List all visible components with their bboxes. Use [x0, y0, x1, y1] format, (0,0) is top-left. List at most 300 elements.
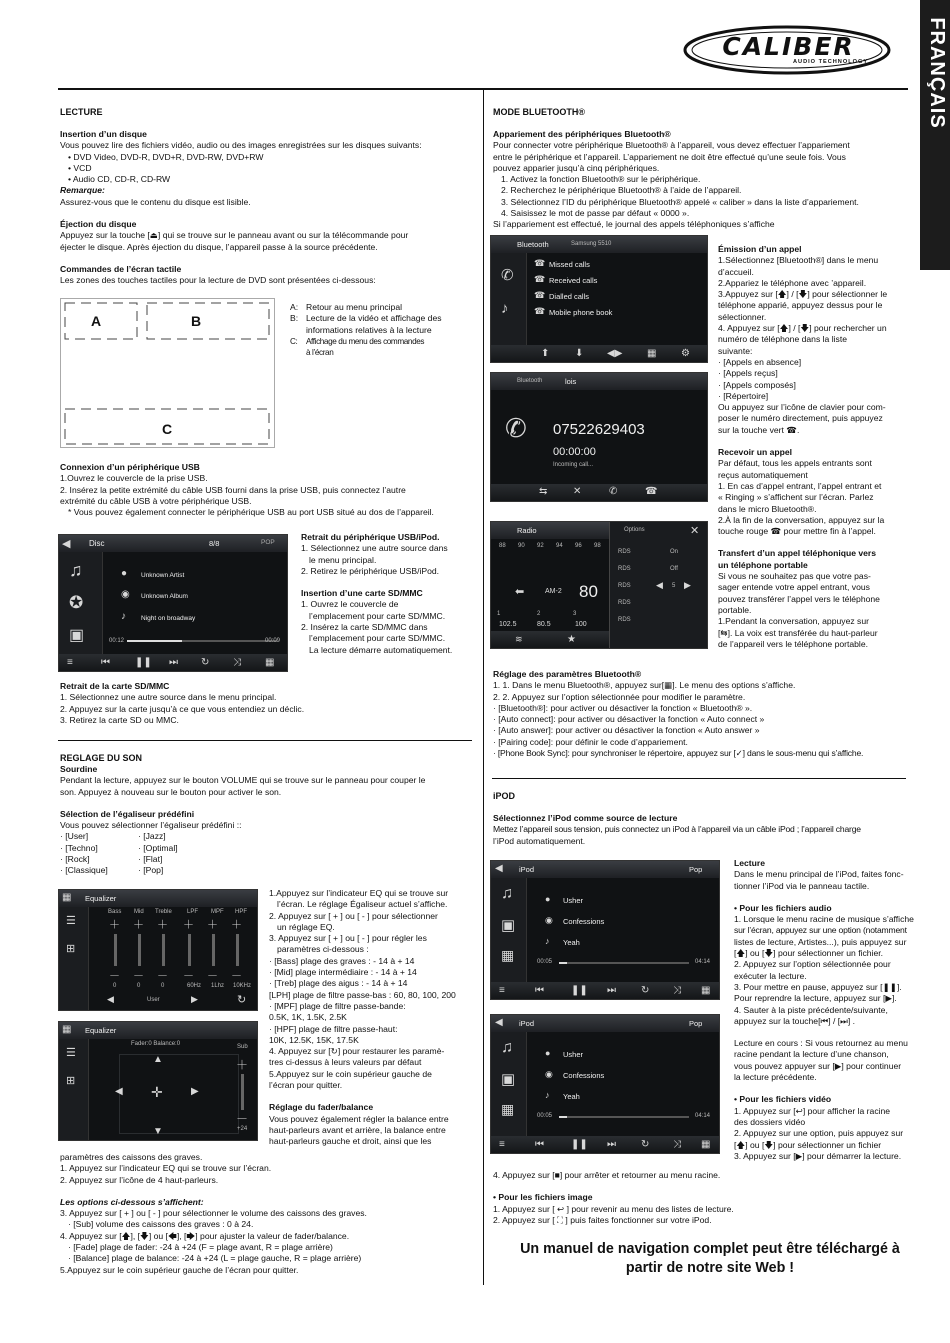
- disc-time-end: 00:09: [265, 638, 281, 644]
- artist-icon: ●: [121, 568, 128, 579]
- brand-logo-subtext: AUDIO TECHNOLOGY: [793, 59, 869, 65]
- left-section-rule: [58, 740, 472, 741]
- eq-presets: [60, 831, 475, 876]
- eq-value: 0: [137, 983, 141, 989]
- download-notice: [490, 1240, 930, 1278]
- down-arrow-icon[interactable]: ⬇: [575, 348, 584, 359]
- zone-b-label: B: [191, 313, 202, 329]
- audio-line: [🡅] ou [🡇] pour sélectionner un fichier.: [734, 948, 884, 959]
- ipod-item[interactable]: Yeah: [563, 938, 580, 947]
- ipod-screen-title: iPod: [519, 865, 535, 874]
- menu-grid-icon[interactable]: ▦: [701, 985, 711, 996]
- recv-title: Recevoir un appel: [718, 447, 793, 458]
- bt-bottom-bar: [491, 345, 707, 362]
- list-icon[interactable]: ≡: [499, 985, 505, 996]
- eq-band: HPF: [235, 909, 247, 915]
- preset-prev-icon[interactable]: ◀: [107, 994, 114, 1004]
- eq-slider[interactable]: [236, 934, 239, 966]
- eq-value: 0: [161, 983, 165, 989]
- eq-minus-icon[interactable]: －: [183, 970, 194, 982]
- disc-title: Disc: [89, 539, 105, 548]
- bt-menu-item[interactable]: Mobile phone book: [549, 308, 613, 317]
- eq-slider[interactable]: [114, 934, 117, 966]
- recv-line: dans le micro Bluetooth®.: [718, 503, 817, 514]
- eq-step: 0.5K, 1K, 1.5K, 2.5K: [269, 1012, 347, 1023]
- ipod-item[interactable]: Usher: [563, 896, 584, 905]
- eq-plus-icon[interactable]: ＋: [109, 919, 120, 931]
- photo-icon[interactable]: ▦: [501, 947, 515, 963]
- settings-line: · [Bluetooth®]: pour activer ou désactiver la fonction « Bluetooth® ».: [493, 702, 753, 713]
- ipod-screenshot-2: [490, 1014, 720, 1154]
- eq-minus-icon[interactable]: －: [133, 970, 144, 982]
- next-icon[interactable]: ⏭: [607, 1139, 616, 1150]
- son-title: REGLAGE DU SON: [60, 753, 143, 763]
- options-line: 4. Appuyez sur [🡅], [🡇] ou [🡄], [🡆] pour ajuster la valeur de fader/balance.: [60, 1230, 350, 1241]
- emit-line: 2.Appariez le téléphone avec ’appareil.: [718, 277, 867, 288]
- language-tab: [920, 0, 950, 270]
- usb-remove-block: [301, 532, 481, 656]
- ipod-time-end: 04:14: [695, 1113, 711, 1119]
- eq-step: · [Mid] plage intermédiaire : - 14 à + 14: [269, 967, 417, 978]
- ipod-genre: Pop: [689, 1019, 703, 1028]
- audio-line: 1. Lorsque le menu racine de musique s’affiche: [734, 914, 914, 925]
- ipod-genre: Pop: [689, 865, 703, 874]
- eject-title: Éjection du disque: [60, 219, 137, 230]
- eq-steps: [269, 888, 479, 1148]
- missed-call-icon: ☎: [534, 258, 546, 268]
- audio-line: 2. Appuyez sur l’option sélectionnée pour: [734, 959, 891, 970]
- preset-frequency[interactable]: 100: [575, 621, 587, 628]
- radio-freq-tick: 94: [556, 543, 563, 549]
- options-line: · [Fade] plage de fader: -24 à +24 (F = plage avant, R = plage arrière): [68, 1242, 333, 1253]
- album-icon: ◉: [545, 915, 553, 925]
- emit-line: téléphone apparié, appuyez dessus pour le: [718, 300, 883, 311]
- preset-frequency[interactable]: 80.5: [537, 621, 551, 628]
- preset-number: 2: [537, 611, 541, 617]
- insertion-title: Insertion d’un disque: [60, 129, 147, 139]
- fader-title: Réglage du fader/balance: [269, 1102, 374, 1113]
- preset-frequency[interactable]: 102.5: [499, 621, 517, 628]
- shuffle-icon[interactable]: ⤨: [673, 1139, 681, 1150]
- options-line: 5.Appuyez sur le coin supérieur gauche de l’écran pour quitter.: [60, 1264, 299, 1275]
- pair-line: entre le périphérique et l’appareil. L’appariement ne doit être effectué qu’une seule fois. Vous: [493, 151, 846, 162]
- pair-step: 1. Activez la fonction Bluetooth® sur le périphérique.: [501, 174, 701, 185]
- eq-value: 1Lhz: [211, 983, 225, 989]
- bt-section: [493, 106, 908, 231]
- fader-up-icon[interactable]: ▲: [153, 1054, 163, 1065]
- ipod-progress-fill: [559, 1116, 567, 1118]
- ipod-item[interactable]: Confessions: [563, 917, 605, 926]
- sub-value: +24: [237, 1126, 248, 1132]
- bt-right-text: [718, 244, 913, 650]
- signal-icon: ≋: [515, 634, 523, 644]
- recv-line: Par défaut, tous les appels entrants sont: [718, 458, 872, 469]
- disc-player-screenshot: [58, 534, 288, 672]
- settings-icon[interactable]: ⚙: [681, 348, 690, 359]
- sd-line: 1. Ouvrez le couvercle de: [301, 599, 399, 610]
- repeat-icon[interactable]: ↻: [641, 985, 650, 996]
- eq-step: un réglage EQ.: [277, 921, 335, 932]
- bt-menu-item[interactable]: Missed calls: [549, 260, 590, 269]
- close-icon[interactable]: ✕: [690, 525, 700, 537]
- recv-line: « Ringing » s’affichent sur l’écran. Parlez: [718, 492, 874, 503]
- legend-row: B: Lecture de la vidéo et affichage des: [290, 313, 442, 324]
- remark-text: Assurez-vous que le contenu du disque est lisible.: [60, 196, 251, 207]
- options-title: Les options ci-dessous s’affichent:: [60, 1196, 204, 1207]
- ipod-title: iPOD: [493, 791, 516, 801]
- audio-line: 4. Sauter à la piste précédente/suivante,: [734, 1004, 888, 1015]
- read-line: Dans le menu principal de l’iPod, faites fonc-: [734, 869, 904, 880]
- audio-line: 3. Pour mettre en pause, appuyez sur [❚❚].: [734, 981, 902, 992]
- settings-line: 1. 1. Dans le menu Bluetooth®, appuyez sur[▦]. Le menu des options s’affiche.: [493, 680, 796, 691]
- option-value[interactable]: Off: [670, 566, 678, 572]
- ipod-progress-track: [559, 1116, 689, 1118]
- emit-line: sélectionner.: [718, 311, 767, 322]
- call-status: Incoming call...: [553, 462, 594, 468]
- disc-genre: POP: [261, 539, 275, 546]
- bt-menu-item[interactable]: Dialled calls: [549, 292, 590, 301]
- film-icon: ✪: [69, 593, 84, 612]
- menu-grid-icon[interactable]: ▦: [701, 1139, 711, 1150]
- eject-text: Appuyez sur la touche [⏏] qui se trouve sur le panneau avant ou sur la télécommande pour: [60, 230, 409, 241]
- disc-artist: Unknown Artist: [141, 572, 185, 579]
- eq-band: LPF: [187, 909, 199, 915]
- sd-line: l’emplacement pour carte SD/MMC.: [309, 633, 446, 644]
- sound-section: [60, 752, 475, 877]
- eq-slider[interactable]: [138, 934, 141, 966]
- repeat-icon[interactable]: ↻: [641, 1139, 650, 1150]
- seek-back-icon[interactable]: ⬅: [515, 586, 525, 598]
- eq-value: 10KHz: [233, 983, 252, 989]
- disc-album: Unknown Album: [141, 593, 188, 600]
- video-icon[interactable]: ▣: [501, 1071, 516, 1088]
- radio-freq-tick: 90: [518, 543, 525, 549]
- song-icon: ♪: [545, 1090, 550, 1100]
- emit-line: poser le numéro directement, puis appuyez: [718, 413, 883, 424]
- eq-slider[interactable]: [212, 934, 215, 966]
- eq-sliders-icon[interactable]: ☰: [66, 1047, 76, 1059]
- pair-step: 4. Saisissez le mot de passe par défaut « 0000 ».: [501, 208, 690, 219]
- usb-remove-line: le menu principal.: [309, 554, 377, 565]
- option-key: RDS: [618, 617, 631, 623]
- call-screen-title: Bluetooth: [517, 378, 543, 384]
- emit-line: 4. Appuyez sur [🡅] / [🡇] pour rechercher un: [718, 323, 887, 334]
- fader-screenshot: [58, 1021, 258, 1141]
- lecture-title: LECTURE: [60, 107, 103, 117]
- preset-item: · [Pop]: [138, 865, 164, 876]
- brand-logo-text: CALIBER: [722, 32, 855, 61]
- back-icon[interactable]: ◀: [495, 863, 503, 874]
- format-item: • Audio CD, CD-R, CD-RW: [68, 174, 171, 185]
- ipod-item[interactable]: Usher: [563, 1050, 584, 1059]
- shuffle-icon[interactable]: ⤨: [233, 657, 241, 668]
- preset-item: · [Techno]: [60, 842, 98, 853]
- back-icon[interactable]: ◀: [495, 1017, 503, 1028]
- format-item: • DVD Video, DVD-R, DVD+R, DVD-RW, DVD+RW: [68, 151, 264, 162]
- artist-icon: ●: [545, 1048, 551, 1058]
- incoming-call-screenshot: [490, 372, 708, 502]
- back-icon: ▦: [62, 1024, 72, 1035]
- preset-item: · [User]: [60, 831, 89, 842]
- legend-row: C: Affichage du menu des commandes: [290, 336, 425, 346]
- usb-remove-line: 2. Retirez le périphérique USB/iPod.: [301, 565, 440, 576]
- call-time: 00:00:00: [553, 446, 596, 458]
- usb-remove-title: Retrait du périphérique USB/iPod.: [301, 532, 440, 542]
- pair-step: 2. Recherchez le périphérique Bluetooth® à l’aide de l’appareil.: [501, 185, 742, 196]
- eq-band: Mid: [134, 909, 144, 915]
- eq-step: l’écran. Le réglage Égaliseur actuel s’affiche.: [277, 899, 448, 910]
- fader-center-icon[interactable]: ✛: [151, 1084, 163, 1100]
- eq-step: 3. Appuyez sur [ + ] ou [ - ] pour régler les: [269, 933, 427, 944]
- language-tab-label: FRANÇAIS: [926, 17, 948, 129]
- ipod-select-line: Mettez l’appareil sous tension, puis connectez un iPod à l’appareil via un câble iPod ; l’appareil charge: [493, 824, 861, 835]
- video-line: 2. Appuyez sur une option, puis appuyez sur: [734, 1128, 904, 1139]
- ipod-item[interactable]: Yeah: [563, 1092, 580, 1101]
- options-line: · [Balance] plage de balance: -24 à +24 (L = plage gauche, R = plage arrière): [68, 1253, 362, 1264]
- pause-icon[interactable]: ❚❚: [135, 657, 152, 668]
- transfer-icon[interactable]: ◀▶: [607, 348, 623, 359]
- option-value[interactable]: On: [670, 549, 679, 555]
- fader-area: [119, 1054, 239, 1134]
- eq-plus-icon[interactable]: ＋: [157, 919, 168, 931]
- eq-step: paramètres ci-dessous :: [277, 944, 369, 955]
- video-line: des dossiers vidéo: [734, 1116, 806, 1127]
- eq-minus-icon[interactable]: －: [109, 970, 120, 982]
- preset-item: · [Rock]: [60, 854, 90, 865]
- ipod-screen-title: iPod: [519, 1019, 535, 1028]
- recv-line: touche rouge ☎ pour mettre fin à l’appel.: [718, 526, 876, 537]
- read-title: Lecture: [734, 858, 766, 868]
- option-value: 5: [672, 583, 676, 589]
- audio-line: listes de lecture, Artistes...), puis appuyez sur: [734, 936, 907, 947]
- bt-menu-item[interactable]: Received calls: [549, 276, 598, 285]
- eq-minus-icon[interactable]: －: [231, 970, 242, 982]
- bt-screen-title: Bluetooth: [517, 240, 549, 249]
- fader-right-icon[interactable]: ▶: [191, 1086, 199, 1097]
- eq-band: Treble: [155, 909, 172, 915]
- column-divider: [483, 90, 484, 1285]
- eq-slider[interactable]: [162, 934, 165, 966]
- fader-line: haut-parleurs gauche et droit, ainsi que les: [269, 1136, 432, 1147]
- transfer-title: Transfert d’un appel téléphonique vers: [718, 548, 877, 559]
- transfer-title: un téléphone portable: [718, 559, 808, 570]
- next-icon[interactable]: ⏭: [169, 657, 178, 668]
- bluetooth-menu-screenshot: [490, 235, 708, 363]
- bt-device-name: Samsung 5510: [571, 241, 612, 247]
- shuffle-icon[interactable]: ⤨: [673, 985, 681, 996]
- audio-title: • Pour les fichiers audio: [734, 902, 832, 913]
- radio-options-screenshot: [490, 521, 708, 649]
- hangup-icon[interactable]: ☎: [645, 486, 658, 497]
- eq-minus-icon[interactable]: －: [207, 970, 218, 982]
- option-key: RDS: [618, 583, 631, 589]
- recv-line: 2.À la fin de la conversation, appuyez sur la: [718, 514, 885, 525]
- pair-line: Pour connecter votre périphérique Bluetooth® à l’appareil, vous devez effectuer l’appariement: [493, 140, 850, 151]
- option-key: RDS: [618, 566, 631, 572]
- fader-readout: Fader:0 Balance:0: [131, 1041, 181, 1047]
- favorite-icon[interactable]: ★: [567, 634, 576, 645]
- eq-title: Sélection de l’égaliseur prédéfini: [60, 808, 195, 819]
- preset-next-icon[interactable]: ▶: [191, 994, 198, 1004]
- eq-value: 60Hz: [187, 983, 202, 989]
- settings-line: 2. 2. Appuyez sur l’option sélectionnée pour modifier le paramètre.: [493, 691, 746, 702]
- eq-plus-icon[interactable]: ＋: [183, 919, 194, 931]
- legend-row: A: Retour au menu principal: [290, 302, 403, 312]
- eq-value: 0: [113, 983, 117, 989]
- eq-step: 1.Appuyez sur l’indicateur EQ qui se trouve sur: [269, 888, 449, 898]
- course-line: racine pendant la lecture d’une chanson,: [734, 1049, 889, 1060]
- eq-step: l’écran pour quitter.: [269, 1080, 343, 1091]
- reset-icon[interactable]: ↻: [237, 994, 247, 1006]
- photo-icon: ▣: [69, 627, 85, 644]
- answer-icon[interactable]: ✆: [609, 486, 618, 497]
- zone-legend: [290, 302, 475, 358]
- radio-freq-tick: 96: [575, 543, 582, 549]
- read-line: tionner l’iPod via le panneau tactile.: [734, 880, 870, 891]
- eq-sliders-icon[interactable]: ☰: [66, 915, 76, 927]
- list-icon[interactable]: ≡: [67, 657, 73, 668]
- transfer-line: 1.Pendant la conversation, appuyez sur: [718, 616, 869, 627]
- emit-line: sur la touche vert ☎.: [718, 424, 800, 435]
- video-step4: 4. Appuyez sur [■] pour arrêter et retourner au menu racine.: [493, 1170, 721, 1180]
- brand-logo: [683, 24, 895, 76]
- eq-plus-icon[interactable]: ＋: [207, 919, 218, 931]
- sub-plus-icon[interactable]: ＋: [236, 1058, 249, 1072]
- speaker-grid-icon[interactable]: ⊞: [66, 943, 76, 955]
- prev-icon[interactable]: ⏮: [101, 657, 110, 668]
- next-icon[interactable]: ⏭: [607, 985, 616, 996]
- eq-step: 4. Appuyez sur [↻] pour restaurer les paramè-: [269, 1046, 445, 1057]
- bt-title: MODE BLUETOOTH®: [493, 107, 585, 117]
- emit-line: · [Appels composés]: [718, 379, 796, 390]
- eq-step: 10K, 12.5K, 15K, 17.5K: [269, 1034, 359, 1045]
- music-icon[interactable]: ♫: [501, 885, 513, 902]
- photo-icon[interactable]: ▦: [501, 1101, 515, 1117]
- video-icon[interactable]: ▣: [501, 917, 516, 934]
- up-arrow-icon[interactable]: ⬆: [541, 348, 550, 359]
- transfer-icon[interactable]: ⇆: [539, 486, 548, 497]
- image-title: • Pour les fichiers image: [493, 1192, 593, 1203]
- fader-down-icon[interactable]: ▼: [153, 1126, 163, 1137]
- transfer-line: sager entende votre appel entrant, vous: [718, 582, 870, 593]
- ipod-right-text: [734, 858, 914, 1162]
- eject-text: éjecter le disque. Après éjection du disque, l’appareil passe à la source précédente.: [60, 241, 378, 252]
- ipod-item[interactable]: Confessions: [563, 1071, 605, 1080]
- option-key: RDS: [618, 549, 631, 555]
- emit-line: numéro de téléphone dans la liste: [718, 334, 847, 345]
- radio-title: Radio: [517, 526, 537, 535]
- list-icon[interactable]: ≡: [499, 1139, 505, 1150]
- option-prev-icon[interactable]: ◀: [656, 580, 663, 590]
- ipod-bottom-bar: [491, 1136, 719, 1153]
- music-icon[interactable]: ♫: [501, 1039, 513, 1056]
- keypad-icon[interactable]: ▦: [647, 348, 657, 359]
- emit-line: suivante:: [718, 345, 753, 356]
- preset-number: 3: [573, 611, 577, 617]
- legend-row: à l’écran: [306, 348, 334, 358]
- video-title: • Pour les fichiers vidéo: [734, 1094, 832, 1105]
- pause-icon[interactable]: ❚❚: [571, 985, 588, 996]
- phone-icon[interactable]: ✆: [501, 267, 514, 284]
- usb-line: extrémité du câble USB à votre périphérique USB.: [60, 495, 252, 506]
- audio-line: Pour reprendre la lecture, appuyez sur [▶].: [734, 993, 897, 1004]
- eq-plus-icon[interactable]: ＋: [231, 919, 242, 931]
- download-notice-line: Un manuel de navigation complet peut être téléchargé à: [520, 1241, 900, 1257]
- mute-mic-icon[interactable]: ✕: [573, 486, 582, 497]
- ipod-time-start: 00:05: [537, 1113, 553, 1119]
- radio-freq-tick: 92: [537, 543, 544, 549]
- speaker-grid-icon[interactable]: ⊞: [66, 1075, 76, 1087]
- usb-line: 2. Insérez la petite extrémité du câble USB fourni dans la prise USB, puis connectez l’autre: [60, 484, 406, 495]
- ipod-bottom-bar: [491, 982, 719, 999]
- disc-time-start: 00:12: [109, 638, 125, 644]
- prev-icon[interactable]: ⏮: [535, 1139, 544, 1150]
- transfer-line: pouvez transférer l’appel vers le téléphone: [718, 593, 880, 604]
- prev-icon[interactable]: ⏮: [535, 985, 544, 996]
- course-line: la lecture précédente.: [734, 1072, 817, 1083]
- image-line: 1. Appuyez sur [ ↩ ] pour revenir au menu des listes de lecture.: [493, 1203, 734, 1214]
- download-notice-line: partir de notre site Web !: [625, 1260, 795, 1276]
- zone-a-label: A: [91, 313, 102, 329]
- repeat-icon[interactable]: ↻: [201, 657, 210, 668]
- eq-step: 5.Appuyez sur le coin supérieur gauche de: [269, 1068, 432, 1079]
- eq-band: MPF: [211, 909, 224, 915]
- preset-item: · [Optimal]: [138, 842, 178, 853]
- fader-left-icon[interactable]: ◀: [115, 1086, 123, 1097]
- eq-band: Bass: [108, 909, 122, 915]
- eq-minus-icon[interactable]: －: [157, 970, 168, 982]
- disc-progress-fill: [127, 640, 182, 642]
- radio-freq-tick: 88: [499, 543, 506, 549]
- settings-line: · [Auto answer]: pour activer ou désactiver la fonction « Auto answer »: [493, 725, 760, 736]
- legend-row: informations relatives à la lecture: [306, 324, 432, 335]
- caller-number: 07522629403: [553, 421, 645, 438]
- menu-grid-icon[interactable]: ▦: [265, 657, 275, 668]
- equalizer-screenshot: [58, 889, 258, 1011]
- eq-preset: User: [147, 997, 160, 1003]
- pause-icon[interactable]: ❚❚: [571, 1139, 588, 1150]
- sub-slider[interactable]: [241, 1074, 244, 1110]
- sub-minus-icon[interactable]: －: [236, 1112, 249, 1126]
- recv-line: 1. En cas d’appel entrant, l’appel entrant et: [718, 480, 882, 491]
- audio-line: sur l’écran, appuyez sur une option (notamment: [734, 925, 907, 936]
- dialled-call-icon: ☎: [534, 290, 546, 300]
- eq-slider[interactable]: [188, 934, 191, 966]
- settings-line: · [Phone Book Sync]: pour synchroniser le répertoire, appuyez sur [✓] dans le sous-menu qui s’affiche.: [493, 748, 864, 759]
- usb-line: 1.Ouvrez le couvercle de la prise USB.: [60, 473, 208, 484]
- fader-cont-line: 1. Appuyez sur l’indicateur EQ qui se trouve sur l’écran.: [60, 1163, 272, 1174]
- sd-title: Insertion d’une carte SD/MMC: [301, 588, 423, 599]
- audio-line: appuyez sur la touche[⏮] / [⏭] .: [734, 1015, 856, 1026]
- music-icon[interactable]: ♪: [501, 300, 509, 317]
- preset-number: 1: [497, 611, 501, 617]
- eq-plus-icon[interactable]: ＋: [133, 919, 144, 931]
- ipod-progress-track: [559, 962, 689, 964]
- option-next-icon[interactable]: ▶: [684, 580, 691, 590]
- caller-name: lois: [565, 377, 577, 386]
- ipod-time-start: 00:05: [537, 959, 553, 965]
- course-line: Lecture en cours : Si vous retournez au menu: [734, 1038, 908, 1049]
- touch-zone-diagram: [60, 298, 275, 448]
- preset-item: · [Flat]: [138, 854, 163, 865]
- settings-line: · [Pairing code]: pour définir le code d’appariement.: [493, 736, 688, 747]
- fader-screen-title: Equalizer: [85, 1026, 117, 1035]
- eq-text: Vous pouvez sélectionner l’égaliseur prédéfini ::: [60, 820, 242, 831]
- radio-band: AM-2: [545, 588, 562, 595]
- mute-line: Pendant la lecture, appuyez sur le bouton VOLUME qui se trouve sur le panneau pour couper le: [60, 775, 426, 786]
- eq-step: 2. Appuyez sur [ + ] ou [ - ] pour sélectionner: [269, 910, 438, 921]
- sub-label: Sub: [237, 1044, 248, 1050]
